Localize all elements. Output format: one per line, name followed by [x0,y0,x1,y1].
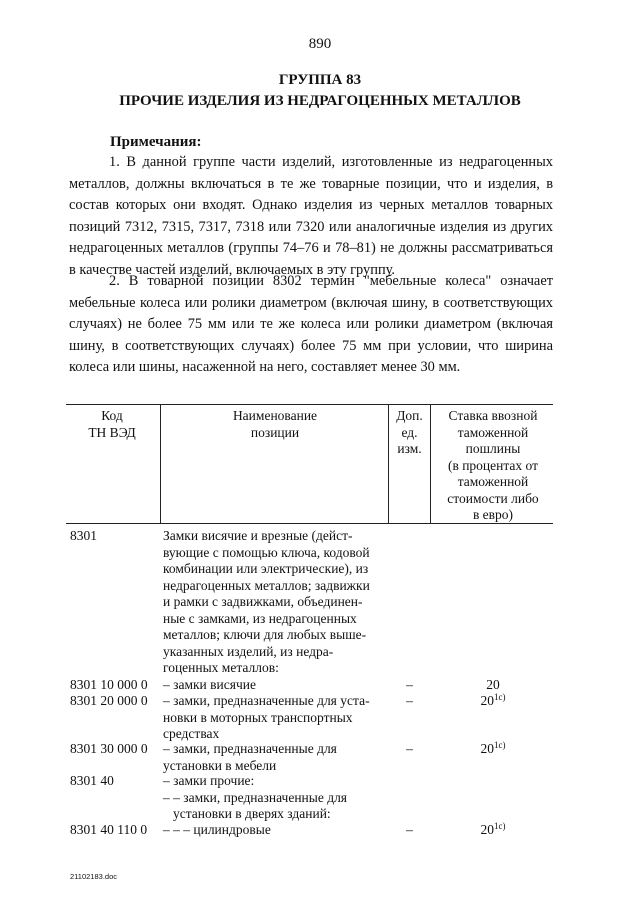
row-name-line: – замки, предназначенные для [163,741,337,756]
rate-footnote: 1с) [494,740,506,750]
row-unit: – [406,822,413,837]
row-code: 8301 20 000 0 [70,693,148,708]
header-line: ТН ВЭД [88,424,136,440]
row-name-line: недрагоценных металлов; задвижки [163,577,370,593]
header-line: позиции [250,424,300,440]
row-name-line: гоценных металлов: [163,660,279,675]
header-line: (в процентах от [447,457,539,473]
row-rate [433,822,553,839]
row-name-line: Замки висячие и врезные (дейст- [163,528,353,543]
group-subtitle: ПРОЧИЕ ИЗДЕЛИЯ ИЗ НЕДРАГОЦЕННЫХ МЕТАЛЛОВ [119,93,521,109]
header-line: таможенной [457,424,529,440]
row-name-line: указанных изделий, из недра- [163,643,334,659]
table-top-rule [66,404,553,405]
row-name-line: установки в дверях зданий: [173,806,331,821]
rate-value: 20 [480,741,494,756]
page-number: 890 [308,36,332,52]
row-name-line: – – – цилиндровые [163,822,271,837]
row-name-line: новки в моторных транспортных [163,709,353,725]
column-header-rate [433,408,553,524]
row-name-line: металлов; ключи для любых выше- [163,627,367,642]
header-line: Код [101,408,123,423]
table-column-divider [430,404,431,523]
header-line: пошлины [465,441,521,456]
row-name [163,677,385,694]
header-line: Наименование [232,408,318,423]
column-header-unit [391,408,428,458]
table-column-divider [388,404,389,523]
row-unit: – [406,677,413,692]
row-name-line: средствах [163,726,220,741]
rate-value: 20 [480,822,494,837]
row-name [163,528,385,677]
column-header-name [164,408,386,441]
note-1: 1. В данной группе части изделий, изготовленные из недрагоценных металлов, должны включаться в те же товарные позиции, что и изделия, в состав которых они входят. Однако изделия из черных металлов товарных позиций 7312, 7315, 7317, 7318 или 7320 или аналогичные изделия из других недрагоценных металлов (группы 74–76 и 78–81) не должны рассматриваться в качестве частей изделий, включаемых в эту группу. [69,154,553,278]
row-code: 8301 30 000 0 [70,741,148,756]
table-column-divider [160,404,161,523]
row-name-line: ные с замками, из недрагоценных [163,610,357,626]
row-code: 8301 10 000 0 [70,677,148,692]
header-line: Доп. [396,408,423,423]
row-code: 8301 40 110 0 [70,822,148,837]
header-line: изм. [397,441,422,456]
row-rate [433,741,553,758]
row-rate [433,693,553,710]
row-name-line: вующие с помощью ключа, кодовой [163,544,370,560]
rate-footnote: 1с) [494,821,506,831]
row-rate [433,677,553,694]
column-header-code [66,408,158,441]
row-name-line: установки в мебели [163,757,277,773]
row-code: 8301 [70,528,97,543]
row-name-line: – замки, предназначенные для уста- [163,693,370,708]
row-name [163,693,385,743]
header-line: таможенной [457,474,529,489]
row-name-line: комбинации или электрические), из [163,561,369,576]
row-name-line: – замки прочие: [163,773,255,788]
row-name-line: и рамки с задвижками, объединен- [163,594,363,609]
rate-value: 20 [486,677,500,692]
rate-value: 20 [480,693,494,708]
group-title: ГРУППА 83 [278,72,362,88]
row-code: 8301 40 [70,773,114,788]
row-name-line: – замки висячие [163,677,256,692]
header-line: стоимости либо [447,490,539,506]
row-unit: – [406,741,413,756]
row-name [163,822,385,839]
header-line: в евро) [472,507,514,522]
row-name-line: – – замки, предназначенные для [163,789,348,805]
row-name [163,773,385,823]
document-footer: 21102183.doc [70,872,117,881]
row-unit: – [406,693,413,708]
row-name [163,741,385,774]
header-line: ед. [401,424,418,440]
rate-footnote: 1с) [494,692,506,702]
notes-heading: Примечания: [110,134,202,150]
note-2: 2. В товарной позиции 8302 термин "мебельные колеса" означает мебельные колеса или ролики диаметром (включая шину, в соответствующих случаях) не более 75 мм или те же колеса или ролики диаметром (включая шину, в соответствующих случаях) более 75 мм при условии, что ширина колеса или шины, насаженной на него, составляет менее 30 мм. [69,273,553,376]
header-line: Ставка ввозной [448,408,538,423]
